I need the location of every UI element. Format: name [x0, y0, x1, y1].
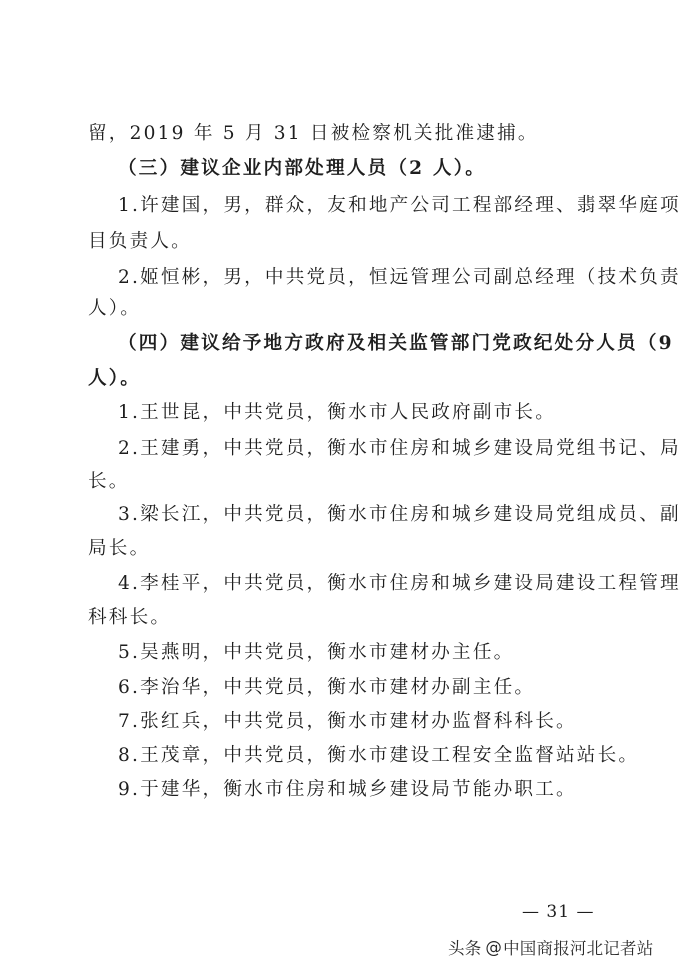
- page-number: — 31 —: [522, 902, 595, 922]
- text-line-11: 长。: [88, 471, 130, 492]
- text-line-13: 局长。: [88, 538, 151, 559]
- text-line-19: 8.王茂章，中共党员，衡水市建设工程安全监督站站长。: [118, 745, 640, 766]
- section-heading-3: （三）建议企业内部处理人员（2 人）。: [118, 158, 487, 179]
- text-line-5: 2.姬恒彬，男，中共党员，恒远管理公司副总经理（技术负责: [118, 267, 681, 288]
- section-heading-4-cont: 人）。: [88, 368, 142, 389]
- text-line-10: 2.王建勇，中共党员，衡水市住房和城乡建设局党组书记、局: [118, 438, 681, 459]
- text-line-1: 留，2019 年 5 月 31 日被检察机关批准逮捕。: [88, 123, 539, 144]
- text-line-17: 6.李治华，中共党员，衡水市建材办副主任。: [118, 677, 536, 698]
- text-line-6: 人）。: [88, 298, 142, 319]
- text-line-20: 9.于建华，衡水市住房和城乡建设局节能办职工。: [118, 779, 577, 800]
- text-line-12: 3.梁长江，中共党员，衡水市住房和城乡建设局党组成员、副: [118, 504, 681, 525]
- watermark-at-sign: @: [485, 937, 503, 957]
- text-line-15: 科科长。: [88, 607, 172, 628]
- text-line-18: 7.张红兵，中共党员，衡水市建材办监督科科长。: [118, 711, 577, 732]
- watermark-account: 中国商报河北记者站: [503, 939, 654, 958]
- watermark-brand: 头条: [448, 939, 482, 958]
- section-heading-4: （四）建议给予地方政府及相关监管部门党政纪处分人员（9: [118, 333, 674, 354]
- text-line-14: 4.李桂平，中共党员，衡水市住房和城乡建设局建设工程管理: [118, 573, 681, 594]
- text-line-9: 1.王世昆，中共党员，衡水市人民政府副市长。: [118, 402, 557, 423]
- text-line-4: 目负责人。: [88, 231, 192, 252]
- watermark: [448, 935, 653, 959]
- text-line-3: 1.许建国，男，群众，友和地产公司工程部经理、翡翠华庭项: [118, 195, 681, 216]
- text-line-16: 5.吴燕明，中共党员，衡水市建材办主任。: [118, 642, 515, 663]
